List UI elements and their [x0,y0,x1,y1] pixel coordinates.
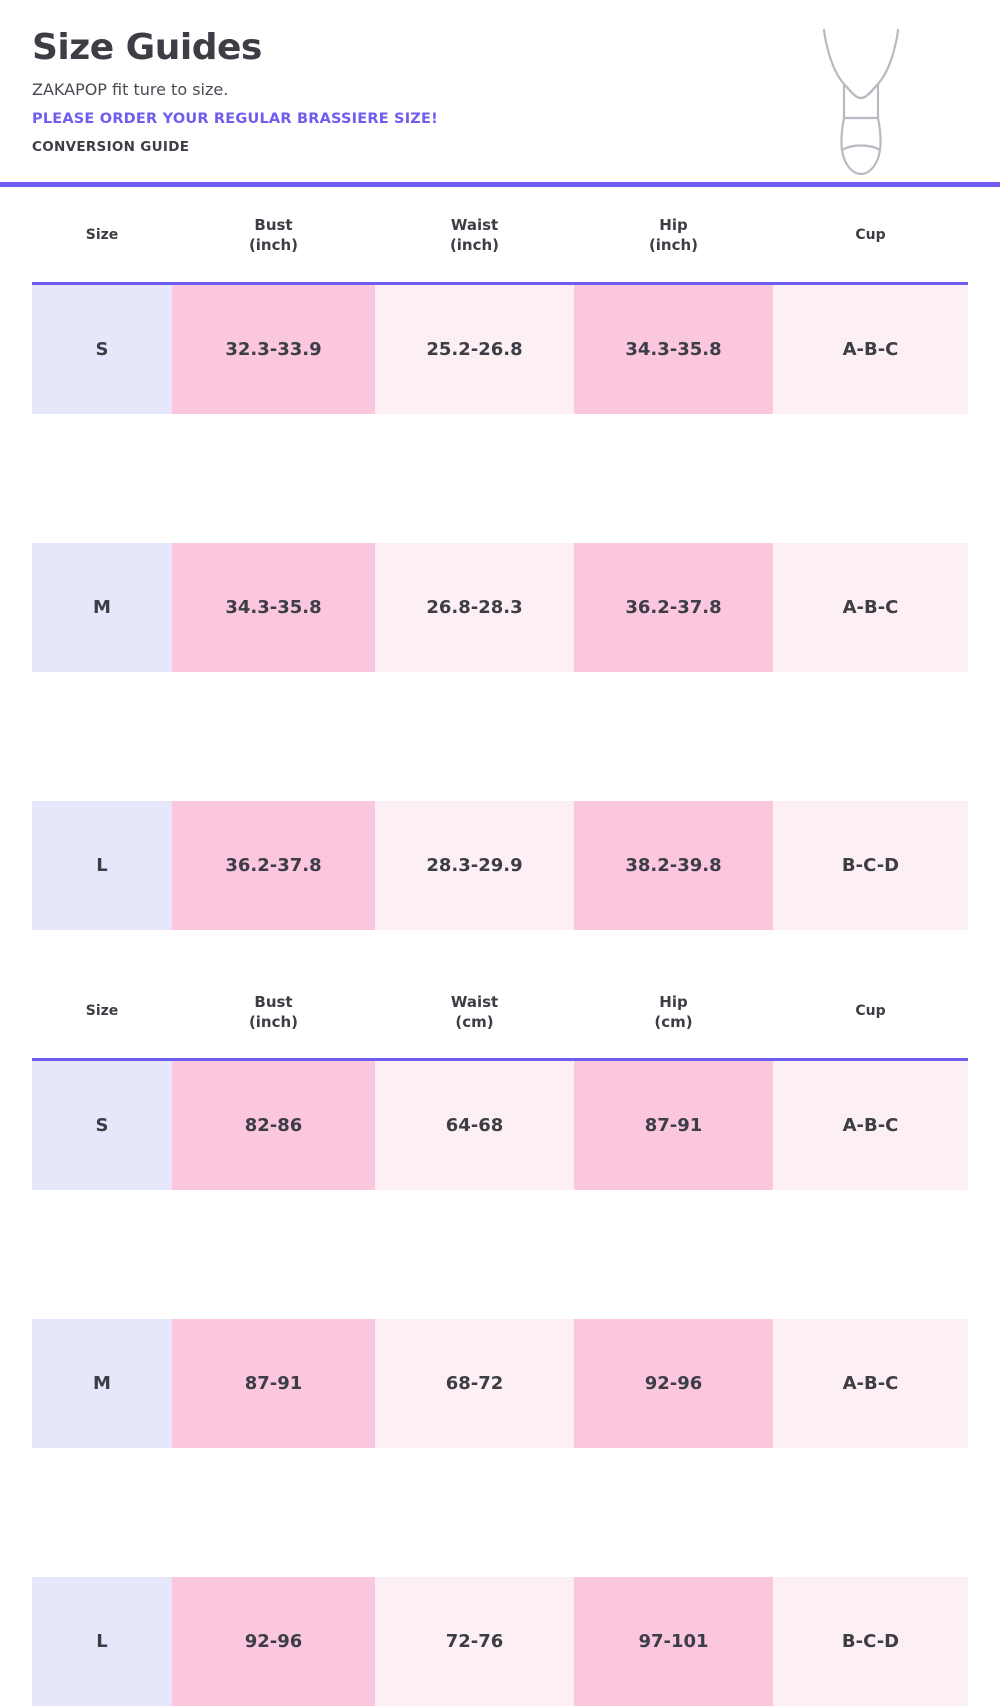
header-waist-unit: (cm) [375,1012,574,1032]
table-gap [0,930,1000,964]
header-waist-unit: (inch) [375,235,574,255]
header-waist [375,964,574,1060]
spacer-cell [32,414,172,543]
fit-subtitle: ZAKAPOP fit ture to size. [32,80,968,99]
header-bust-label: Bust [254,993,292,1011]
cell-waist: 64-68 [375,1060,574,1191]
size-table-inch [32,187,968,930]
page-header [0,0,1000,182]
cell-hip: 38.2-39.8 [574,801,773,930]
cell-cup: B-C-D [773,1577,968,1706]
cell-size: S [32,1060,172,1191]
header-bust-label: Bust [254,216,292,234]
cell-hip: 87-91 [574,1060,773,1191]
table-header-row [32,187,968,283]
spacer-cell [773,1448,968,1577]
spacer-cell [574,414,773,543]
cell-bust: 32.3-33.9 [172,283,375,414]
page-title: Size Guides [32,28,968,68]
spacer-cell [32,1190,172,1319]
spacer-cell [172,414,375,543]
cell-hip: 36.2-37.8 [574,543,773,672]
header-cup-label: Cup [855,227,885,243]
cell-hip: 34.3-35.8 [574,283,773,414]
header-waist-label: Waist [451,216,498,234]
header-size [32,964,172,1060]
spacer-cell [375,414,574,543]
table-row [32,283,968,414]
spacer-cell [375,1448,574,1577]
spacer-cell [172,1448,375,1577]
cell-waist: 26.8-28.3 [375,543,574,672]
header-waist-label: Waist [451,993,498,1011]
table-header-cm [32,964,968,1060]
header-cup-label: Cup [855,1003,885,1019]
spacer-cell [172,1190,375,1319]
header-hip [574,964,773,1060]
header-bust-unit: (inch) [172,1012,375,1032]
swimsuit-outline-icon [818,26,904,178]
header-cup [773,964,968,1060]
cell-waist: 28.3-29.9 [375,801,574,930]
table-row [32,1060,968,1191]
header-cup [773,187,968,283]
cm-table-wrapper [0,964,1000,1706]
row-spacer [32,672,968,801]
spacer-cell [574,1190,773,1319]
cell-cup: A-B-C [773,543,968,672]
header-size-label: Size [86,227,119,243]
header-bust-unit: (inch) [172,235,375,255]
header-hip [574,187,773,283]
cell-bust: 82-86 [172,1060,375,1191]
header-size-label: Size [86,1003,119,1019]
inch-table-wrapper [0,187,1000,930]
spacer-cell [172,672,375,801]
row-spacer [32,1448,968,1577]
header-hip-label: Hip [659,216,687,234]
header-hip-label: Hip [659,993,687,1011]
cell-bust: 87-91 [172,1319,375,1448]
cell-waist: 68-72 [375,1319,574,1448]
cell-hip: 92-96 [574,1319,773,1448]
header-hip-unit: (inch) [574,235,773,255]
cell-waist: 25.2-26.8 [375,283,574,414]
header-size [32,187,172,283]
cell-size: M [32,1319,172,1448]
cell-size: M [32,543,172,672]
order-notice: PLEASE ORDER YOUR REGULAR BRASSIERE SIZE! [32,111,968,127]
header-bust [172,187,375,283]
cell-size: L [32,801,172,930]
table-header-inch [32,187,968,283]
cell-size: L [32,1577,172,1706]
cell-hip: 97-101 [574,1577,773,1706]
table-body-cm [32,1060,968,1706]
spacer-cell [375,1190,574,1319]
cell-size: S [32,283,172,414]
cell-bust: 34.3-35.8 [172,543,375,672]
spacer-cell [32,672,172,801]
table-body-inch [32,283,968,930]
cell-bust: 36.2-37.8 [172,801,375,930]
table-row [32,801,968,930]
cell-cup: B-C-D [773,801,968,930]
spacer-cell [32,1448,172,1577]
row-spacer [32,1190,968,1319]
cell-cup: A-B-C [773,283,968,414]
table-row [32,1319,968,1448]
table-row [32,543,968,672]
size-table-cm [32,964,968,1706]
spacer-cell [773,414,968,543]
cell-cup: A-B-C [773,1060,968,1191]
cell-cup: A-B-C [773,1319,968,1448]
conversion-guide-label: CONVERSION GUIDE [32,139,968,155]
table-row [32,1577,968,1706]
header-waist [375,187,574,283]
header-bust [172,964,375,1060]
spacer-cell [773,1190,968,1319]
spacer-cell [375,672,574,801]
header-hip-unit: (cm) [574,1012,773,1032]
cell-waist: 72-76 [375,1577,574,1706]
row-spacer [32,414,968,543]
spacer-cell [574,1448,773,1577]
table-header-row [32,964,968,1060]
spacer-cell [574,672,773,801]
spacer-cell [773,672,968,801]
cell-bust: 92-96 [172,1577,375,1706]
